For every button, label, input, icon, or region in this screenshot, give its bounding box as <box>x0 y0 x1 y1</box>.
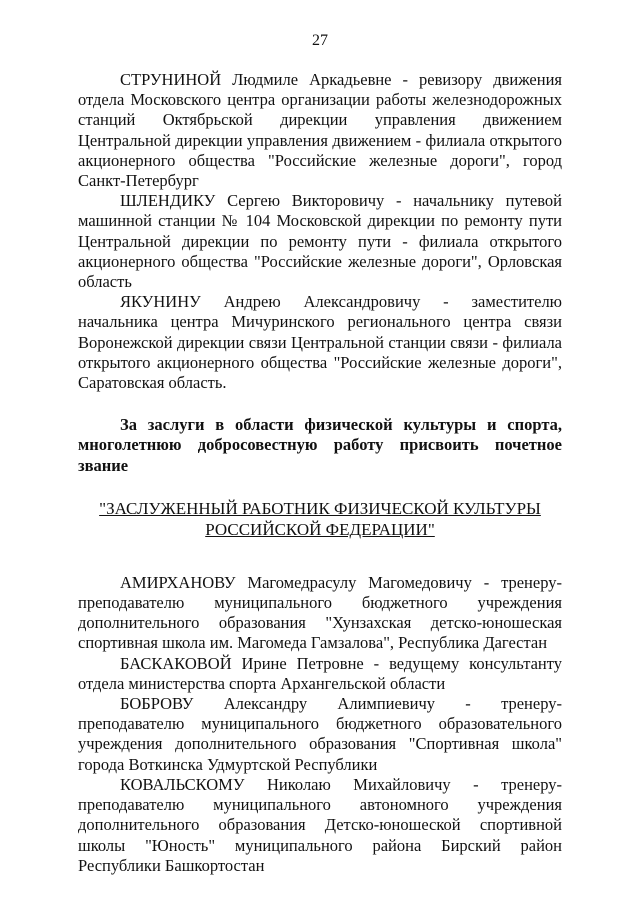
award-entry-bobrov: БОБРОВУ Александру Алимпиевичу - тренеру-преподавателю муниципального бюджетного образовательного учреждения дополнительного образования "Спортивная школа" города Воткинска Удмуртской Республики <box>78 694 562 774</box>
title-spacer <box>78 540 562 573</box>
honorary-title-line-1: "ЗАСЛУЖЕННЫЙ РАБОТНИК ФИЗИЧЕСКОЙ КУЛЬТУРЫ <box>99 498 541 518</box>
honorary-title-line-2: РОССИЙСКОЙ ФЕДЕРАЦИИ" <box>205 519 435 539</box>
section-heading: За заслуги в области физической культуры и спорта, многолетнюю добросовестную работу присвоить почетное звание <box>78 415 562 475</box>
award-entry-shlendik: ШЛЕНДИКУ Сергею Викторовичу - начальнику путевой машинной станции № 104 Московской дирекции по ремонту пути Центральной дирекции по ремонту пути - филиала открытого акционерного общества "Российские железные дороги", Орловская область <box>78 191 562 292</box>
document-body <box>78 70 562 876</box>
award-entry-baskakova: БАСКАКОВОЙ Ирине Петровне - ведущему консультанту отдела министерства спорта Архангельской области <box>78 653 562 693</box>
award-entry-amirkhanov: АМИРХАНОВУ Магомедрасулу Магомедовичу - тренеру-преподавателю муниципального бюджетного учреждения дополнительного образования "Хунзахская детско-юношеская спортивная школа им. Магомеда Гамзалова", Республика Дагестан <box>78 572 562 653</box>
honorary-title <box>78 498 562 540</box>
award-entry-strunina: СТРУНИНОЙ Людмиле Аркадьевне - ревизору движения отдела Московского центра организации работы железнодорожных станций Октябрьской дирекции управления движением Центральной дирекции управления движением - филиала открытого акционерного общества "Российские железные дороги", город Санкт-Петербург <box>78 70 562 191</box>
section-spacer <box>78 393 562 415</box>
page-number: 27 <box>312 32 328 49</box>
award-entry-kovalsky: КОВАЛЬСКОМУ Николаю Михайловичу - тренеру-преподавателю муниципального автономного учреждения дополнительного образования Детско-юношеской спортивной школы "Юность" муниципального района Бирский район Республики Башкортостан <box>78 774 562 875</box>
award-entry-yakunin: ЯКУНИНУ Андрею Александровичу - заместителю начальника центра Мичуринского регионального центра связи Воронежской дирекции связи Центральной станции связи - филиала открытого акционерного общества "Российские железные дороги", Саратовская область. <box>78 292 562 393</box>
